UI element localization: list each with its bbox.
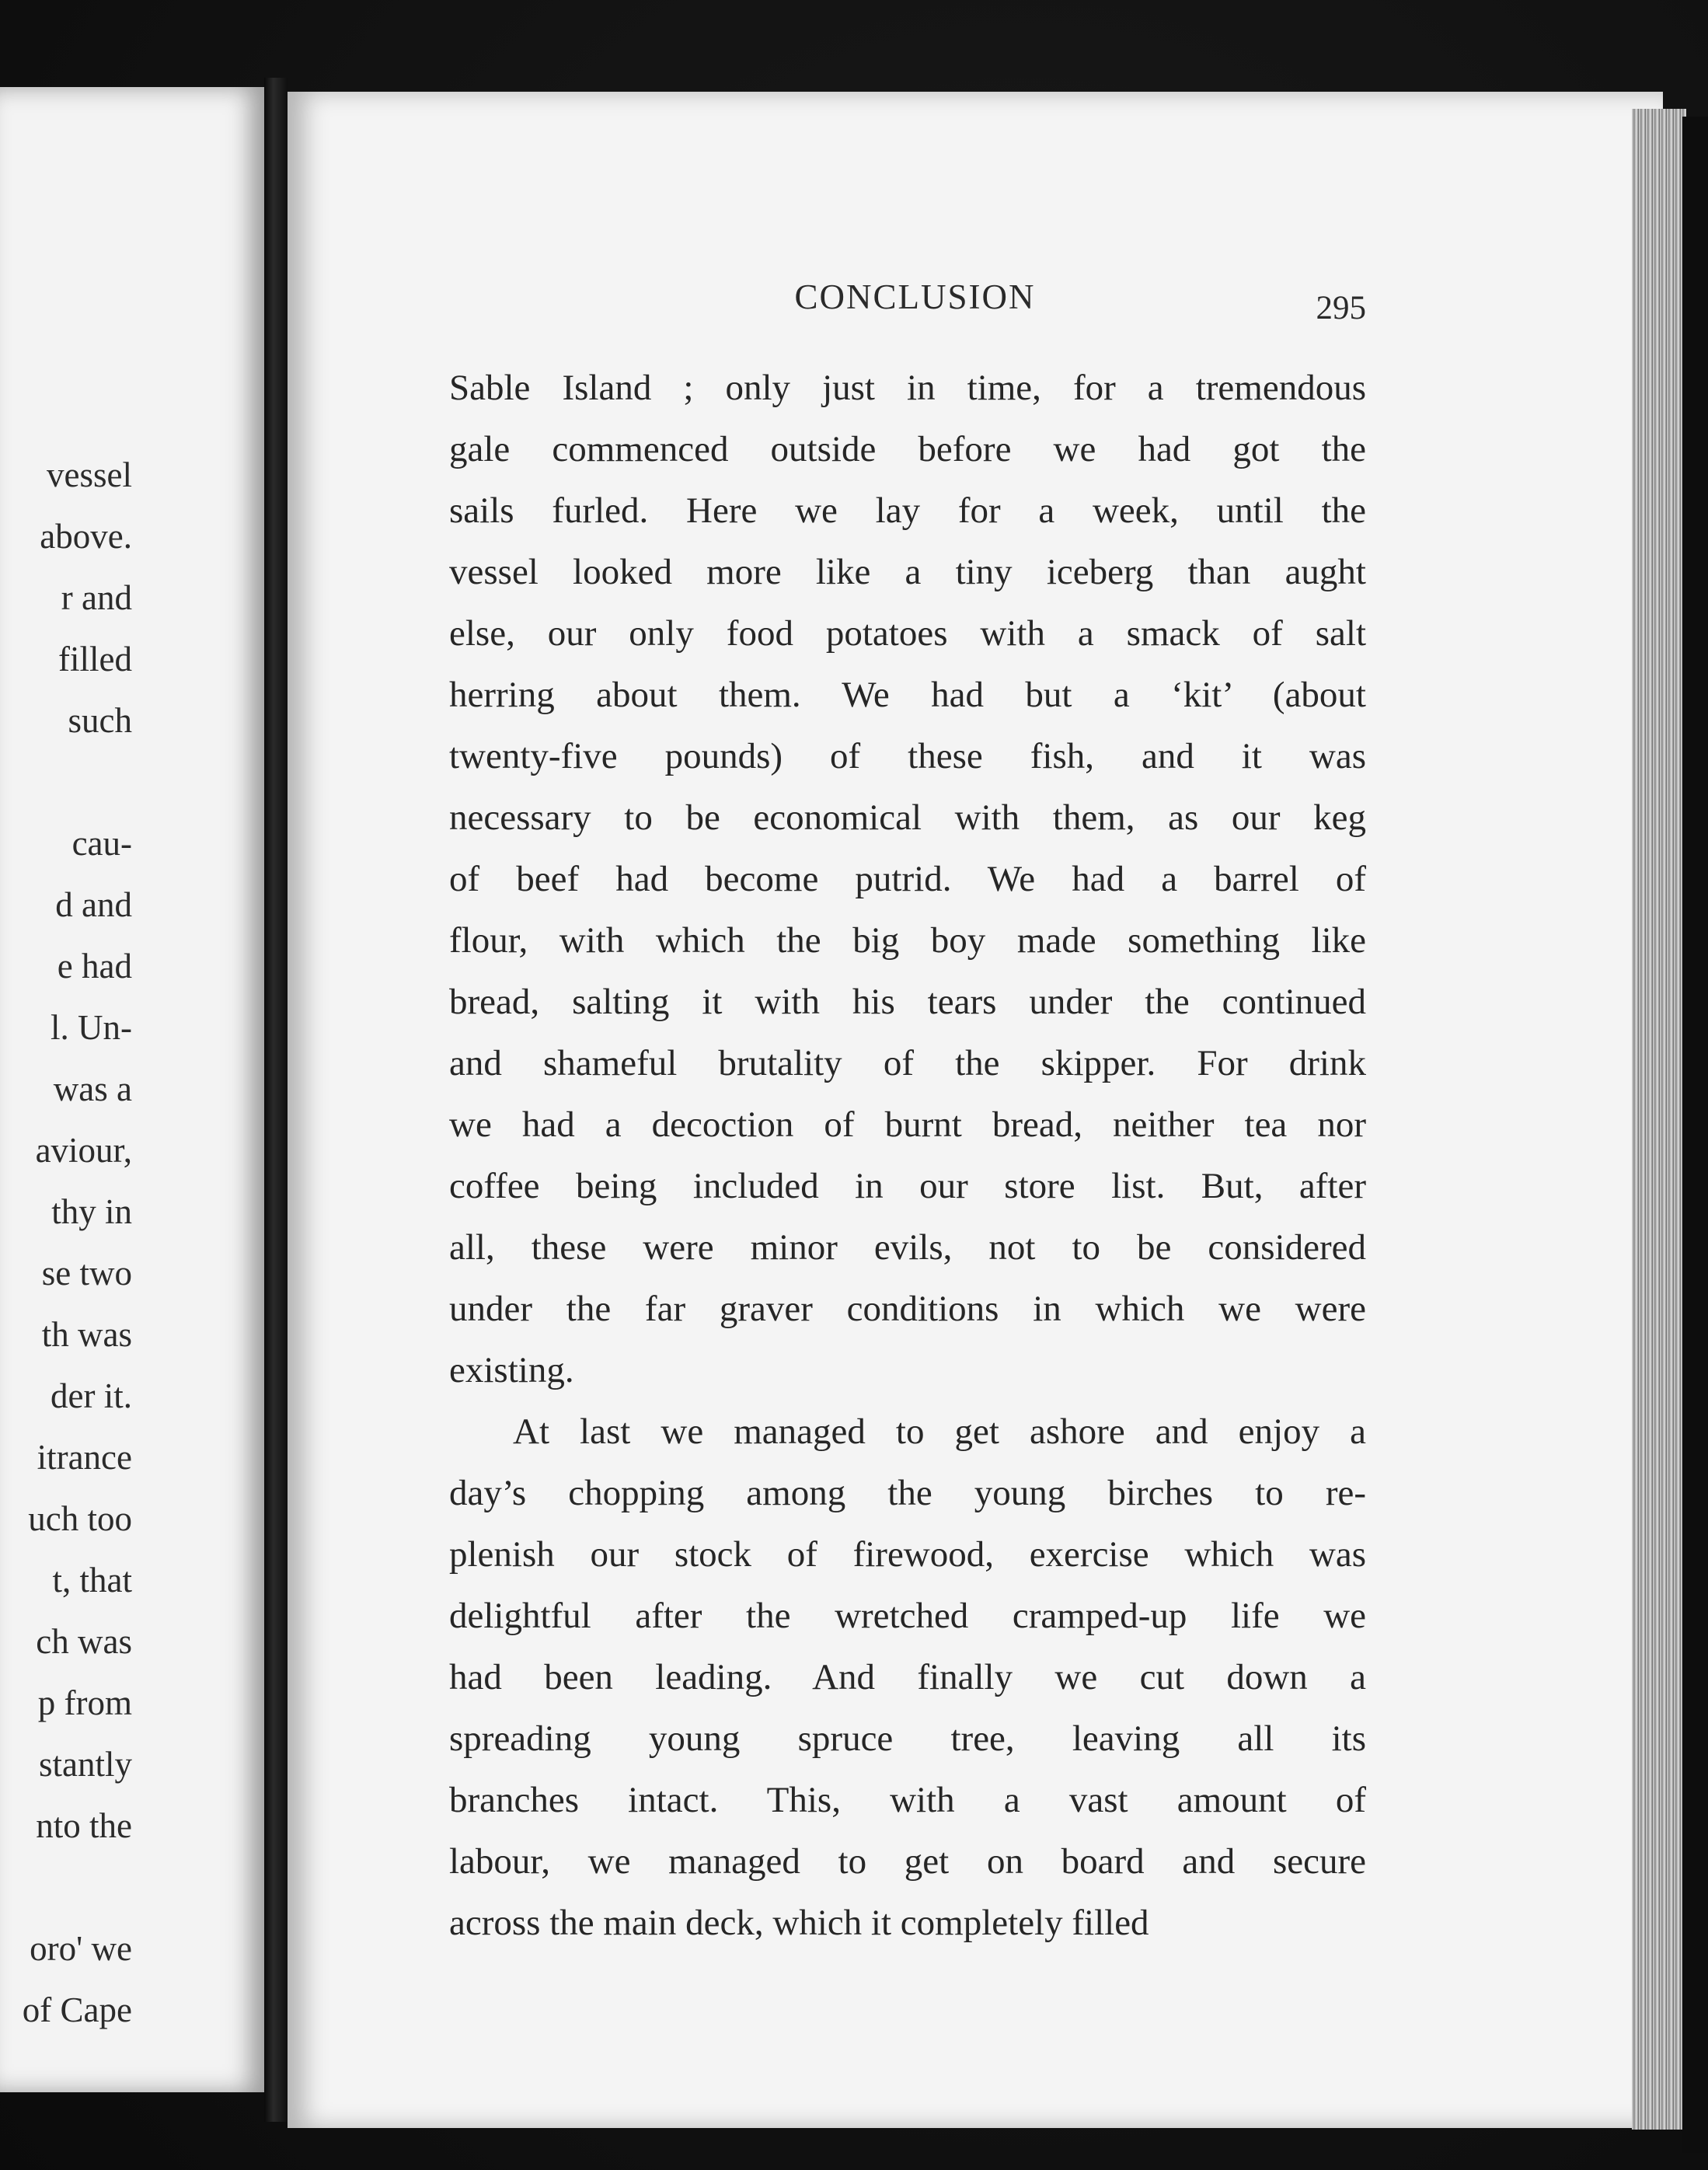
left-page-line: der it. (51, 1376, 132, 1415)
paragraph-2-line: across the main deck, which it completely filled (449, 1903, 1149, 1943)
paragraph-1-line: bread, salting it with his tears under the continued (449, 982, 1366, 1022)
left-page-line (0, 752, 132, 813)
left-page-line: r and (61, 578, 132, 617)
left-page-line: ch was (36, 1622, 132, 1661)
left-page-line: itrance (37, 1438, 132, 1477)
paragraph-1-line: and shameful brutality of the skipper. For drink (449, 1043, 1366, 1083)
body-text (449, 358, 1366, 1954)
paragraph-1-line: twenty-five pounds) of these fish, and it was (449, 736, 1366, 776)
paragraph-2-line: had been leading. And finally we cut down a (449, 1657, 1366, 1697)
paragraph-1-line: Sable Island ; only just in time, for a tremendous (449, 368, 1366, 408)
book-gutter (264, 78, 288, 2122)
paragraph-2-line: At last we managed to get ashore and enjoy a (513, 1411, 1366, 1452)
paragraph-1-line: existing. (449, 1350, 574, 1390)
paragraph-1-line: herring about them. We had but a ‘kit’ (about (449, 675, 1366, 715)
left-page-line: thy in (51, 1192, 132, 1231)
paragraph-2-line: branches intact. This, with a vast amount of (449, 1780, 1366, 1820)
running-head: CONCLUSION (794, 277, 1036, 316)
left-page-line: above. (40, 517, 132, 556)
left-page-line: l. Un- (51, 1008, 132, 1047)
left-page-line: uch too (28, 1499, 132, 1538)
left-page-line: p from (37, 1683, 132, 1722)
left-page-line: t, that (52, 1561, 132, 1600)
left-page-text-fragments (0, 445, 132, 2041)
left-page-line: th was (41, 1315, 132, 1354)
book-cover-edge (1682, 117, 1708, 2153)
left-page-line: of Cape (22, 1990, 132, 2029)
left-page-line: filled (58, 640, 132, 679)
paragraph-1-line: else, our only food potatoes with a smack of salt (449, 613, 1366, 654)
paragraph-1-line: of beef had become putrid. We had a barrel of (449, 859, 1366, 899)
paragraph-1-line: we had a decoction of burnt bread, neither tea nor (449, 1104, 1366, 1145)
paragraph-1-line: sails furled. Here we lay for a week, until the (449, 490, 1366, 531)
paragraph-2-line: delightful after the wretched cramped-up life we (449, 1596, 1366, 1636)
left-page-line: such (68, 701, 132, 740)
paragraph-1-line: all, these were minor evils, not to be considered (449, 1227, 1366, 1268)
left-page-line: e had (57, 947, 132, 986)
paragraph-1-line: necessary to be economical with them, as our keg (449, 797, 1366, 838)
paragraph-1-line: flour, with which the big boy made something like (449, 920, 1366, 961)
left-page-line: oro' we (30, 1929, 132, 1968)
left-page-line: aviour, (35, 1131, 132, 1170)
left-page-line: se two (41, 1254, 132, 1293)
left-page-line (0, 1857, 132, 1918)
paragraph-1-line: under the far graver conditions in which we were (449, 1289, 1366, 1329)
paragraph-1-line: vessel looked more like a tiny iceberg than aught (449, 552, 1366, 592)
left-page-line: cau- (71, 824, 132, 863)
page-edges (1632, 109, 1686, 2130)
left-page-line: d and (55, 885, 132, 924)
left-page-line: stantly (39, 1745, 132, 1784)
left-page-line: vessel (47, 455, 132, 494)
left-page-line: nto the (36, 1806, 132, 1845)
paragraph-1-line: gale commenced outside before we had got the (449, 429, 1366, 469)
paragraph-1-line: coffee being included in our store list. But, after (449, 1166, 1366, 1206)
paragraph-2-line: labour, we managed to get on board and secure (449, 1841, 1366, 1882)
paragraph-2-line: spreading young spruce tree, leaving all its (449, 1718, 1366, 1759)
paragraph-2-line: plenish our stock of firewood, exercise which was (449, 1534, 1366, 1575)
paragraph-2-line: day’s chopping among the young birches to re- (449, 1473, 1366, 1513)
page-number: 295 (1316, 290, 1366, 326)
left-page-line: was a (53, 1069, 132, 1108)
left-page (0, 87, 264, 2092)
